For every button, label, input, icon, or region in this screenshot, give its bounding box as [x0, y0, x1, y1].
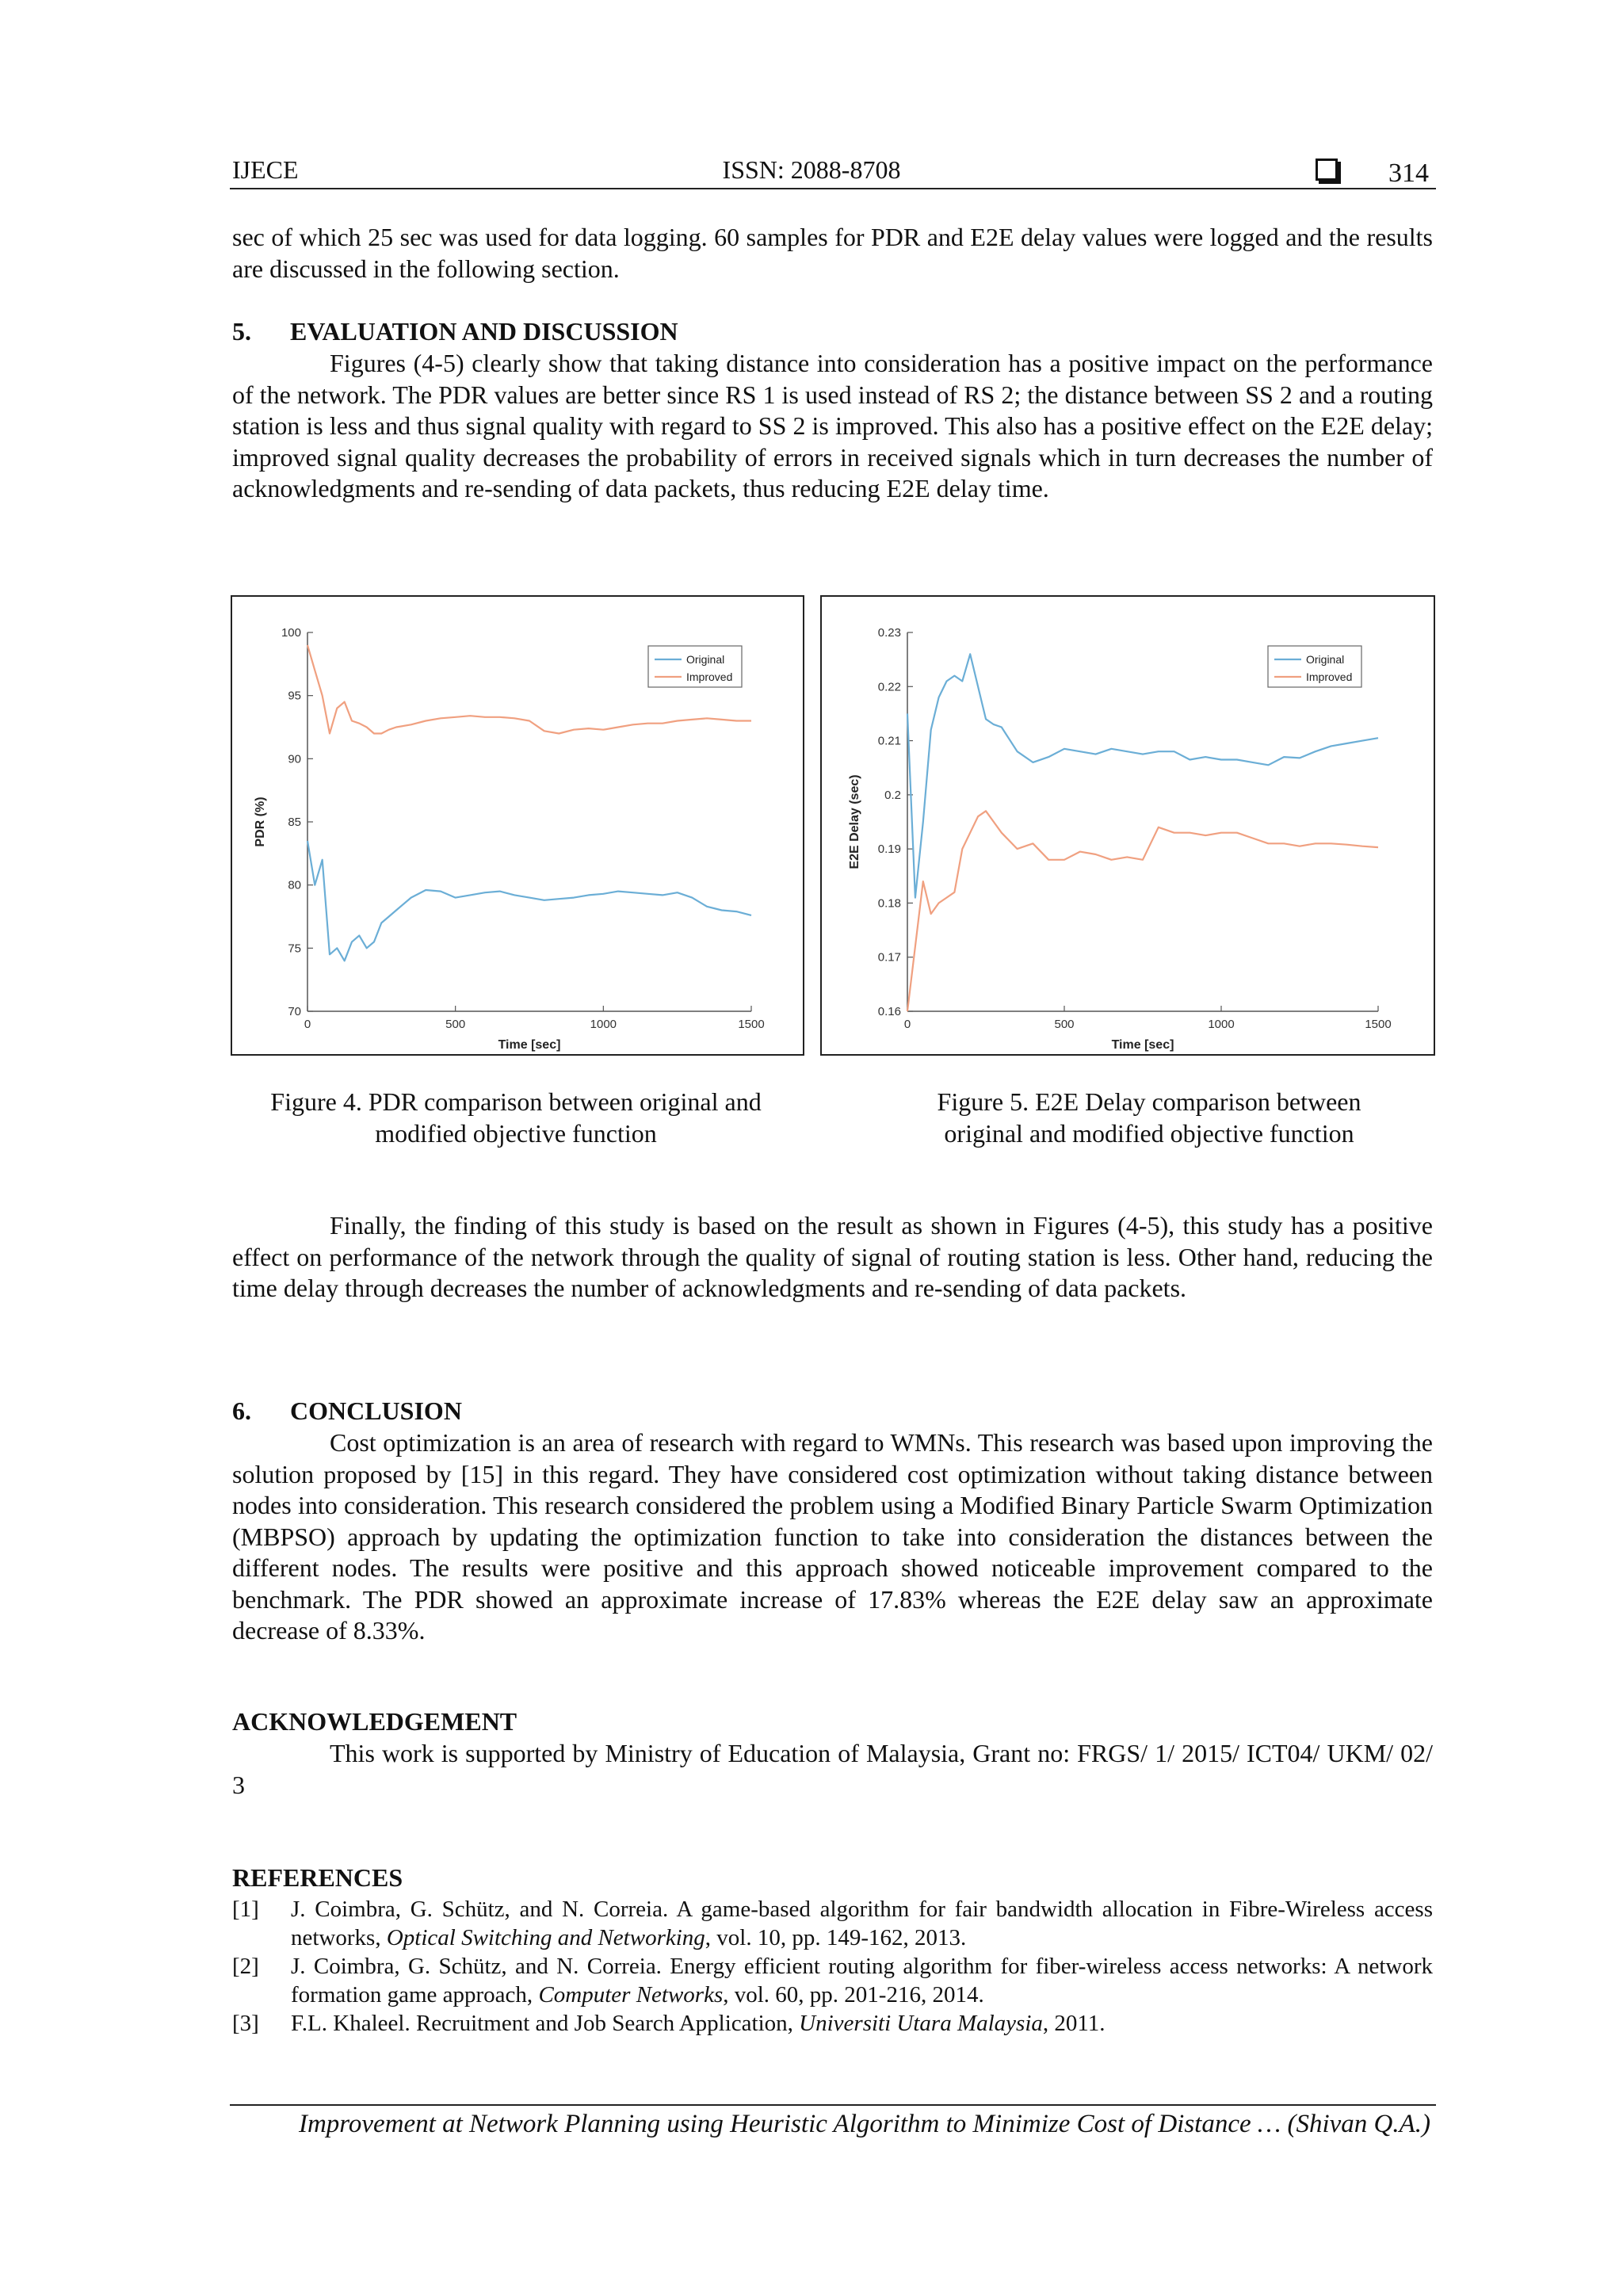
figure-4-caption-line1: Figure 4. PDR comparison between original and — [270, 1087, 762, 1116]
section-5-heading — [232, 317, 678, 346]
intro-paragraph: sec of which 25 sec was used for data logging. 60 samples for PDR and E2E delay values were logged and the results are discussed in the following section. — [232, 223, 1433, 283]
x-tick-label: 1000 — [1208, 1018, 1235, 1031]
x-tick-label: 0 — [903, 1018, 911, 1031]
y-tick-label: 85 — [288, 816, 301, 829]
checkbox-square-icon — [1316, 159, 1338, 181]
running-footer: Improvement at Network Planning using Heuristic Algorithm to Minimize Cost of Distance … (Shivan Q.A.) — [298, 2110, 1430, 2138]
y-tick-label: 0.17 — [877, 950, 901, 965]
references-heading: REFERENCES — [232, 1863, 403, 1892]
reference-authors-title: F.L. Khaleel. Recruitment and Job Search Application, — [291, 2011, 800, 2036]
figure-5-frame — [820, 595, 1435, 1056]
reference-authors-title: J. Coimbra, G. Schütz, and N. Correia. Energy efficient routing algorithm for fiber-wireless access networks: A network formation game approach, — [291, 1954, 1433, 2008]
x-axis-label: Time [sec] — [498, 1038, 561, 1052]
section-title: EVALUATION AND DISCUSSION — [290, 317, 678, 346]
section-title: CONCLUSION — [290, 1396, 462, 1425]
x-axis-label: Time [sec] — [1111, 1038, 1174, 1052]
figure-4-pdr-chart — [232, 597, 803, 1054]
figure-5-e2e-chart — [822, 597, 1434, 1054]
figure-5-caption-line2: original and modified objective function — [944, 1119, 1354, 1148]
y-tick-label: 0.21 — [877, 734, 901, 748]
x-tick-label: 1000 — [590, 1018, 617, 1031]
y-tick-label: 0.23 — [877, 626, 901, 640]
reference-item-2 — [232, 1952, 1433, 2009]
y-tick-label: 0.16 — [877, 1005, 901, 1018]
section-6-paragraph: Cost optimization is an area of research with regard to WMNs. This research was based upon improving the solution proposed by [15] in this regard. They have considered cost optimization without taking distance between nodes into consideration. This research considered the problem using a Modified Binary Particle Swarm Optimization (MBPSO) approach by updating the optimization function to take into consideration the distances between the different nodes. The results were positive and this approach showed noticeable improvement compared to the benchmark. The PDR showed an approximate increase of 17.83% whereas the E2E delay saw an approximate decrease of 8.33%. — [232, 1428, 1433, 1645]
legend-label-original: Original — [686, 653, 725, 666]
x-tick-label: 500 — [1054, 1018, 1075, 1031]
figure-4-frame — [231, 595, 804, 1056]
section-5-paragraph: Figures (4-5) clearly show that taking distance into consideration has a positive impact on the performance of the network. The PDR values are better since RS 1 is used instead of RS 2; the distance between SS 2 and a routing station is less and thus signal quality with regard to SS 2 is improved. This also has a positive effect on the E2E delay; improved signal quality decreases the probability of errors in received signals which in turn decreases the number of acknowledgments and re-sending of data packets, thus reducing E2E delay time. — [232, 349, 1433, 502]
legend-label-original: Original — [1306, 653, 1345, 666]
reference-item-1 — [232, 1895, 1433, 1952]
page-number: 314 — [1388, 159, 1429, 188]
figure-5-caption-line1: Figure 5. E2E Delay comparison between — [937, 1087, 1361, 1116]
series-line-improved — [907, 811, 1378, 1011]
y-tick-label: 95 — [288, 689, 301, 703]
series-line-original — [307, 841, 751, 961]
figure-4-caption — [231, 1086, 801, 1149]
reference-details: , 2011. — [1042, 2011, 1106, 2036]
y-tick-label: 70 — [288, 1005, 301, 1018]
finally-paragraph: Finally, the finding of this study is based on the result as shown in Figures (4-5), this study has a positive effect on performance of the network through the quality of signal of routing station is less. Other hand, reducing the time delay through decreases the number of acknowledgments and re-sending of data packets. — [232, 1211, 1433, 1302]
footer-rule — [230, 2104, 1436, 2106]
y-tick-label: 75 — [288, 942, 301, 956]
figure-5-caption — [864, 1086, 1434, 1149]
chart-legend — [648, 646, 742, 687]
reference-venue: Optical Switching and Networking — [386, 1925, 705, 1950]
section-number: 6. — [232, 1396, 251, 1425]
y-tick-label: 0.19 — [877, 842, 901, 857]
journal-name: IJECE — [232, 155, 299, 184]
reference-venue: Computer Networks — [538, 1982, 724, 2008]
reference-details: , vol. 60, pp. 201-216, 2014. — [723, 1982, 984, 2008]
reference-item-3 — [232, 2009, 1433, 2038]
reference-authors-title: J. Coimbra, G. Schütz, and N. Correia. A game-based algorithm for fair bandwidth allocation in Fibre-Wireless access networks, — [291, 1897, 1433, 1950]
series-line-original — [907, 654, 1378, 897]
reference-number: [1] — [232, 1897, 259, 1922]
y-axis-label: E2E Delay (sec) — [848, 774, 861, 869]
reference-number: [3] — [232, 2011, 259, 2036]
y-tick-label: 0.18 — [877, 896, 901, 911]
y-tick-label: 100 — [281, 626, 301, 640]
x-tick-label: 500 — [445, 1018, 466, 1031]
y-tick-label: 0.22 — [877, 680, 901, 694]
y-axis-label: PDR (%) — [254, 797, 267, 847]
section-6-heading — [232, 1396, 462, 1426]
y-tick-label: 90 — [288, 752, 301, 766]
legend-label-improved: Improved — [686, 670, 733, 683]
reference-details: , vol. 10, pp. 149-162, 2013. — [705, 1925, 967, 1950]
acknowledgement-paragraph: This work is supported by Ministry of Education of Malaysia, Grant no: FRGS/ 1/ 2015/ ICT04/ UKM/ 02/ 3 — [232, 1739, 1433, 1799]
y-tick-label: 80 — [288, 878, 301, 892]
header-rule — [230, 188, 1436, 189]
reference-venue: Universiti Utara Malaysia — [799, 2011, 1043, 2036]
issn: ISSN: 2088-8708 — [722, 155, 901, 184]
chart-legend — [1268, 646, 1361, 687]
acknowledgement-heading: ACKNOWLEDGEMENT — [232, 1707, 517, 1736]
x-tick-label: 0 — [304, 1018, 311, 1031]
section-number: 5. — [232, 317, 251, 346]
y-tick-label: 0.2 — [884, 788, 901, 802]
reference-number: [2] — [232, 1954, 259, 1979]
x-tick-label: 1500 — [1365, 1018, 1392, 1031]
figure-4-caption-line2: modified objective function — [375, 1119, 657, 1148]
x-tick-label: 1500 — [738, 1018, 765, 1031]
legend-label-improved: Improved — [1306, 670, 1353, 683]
